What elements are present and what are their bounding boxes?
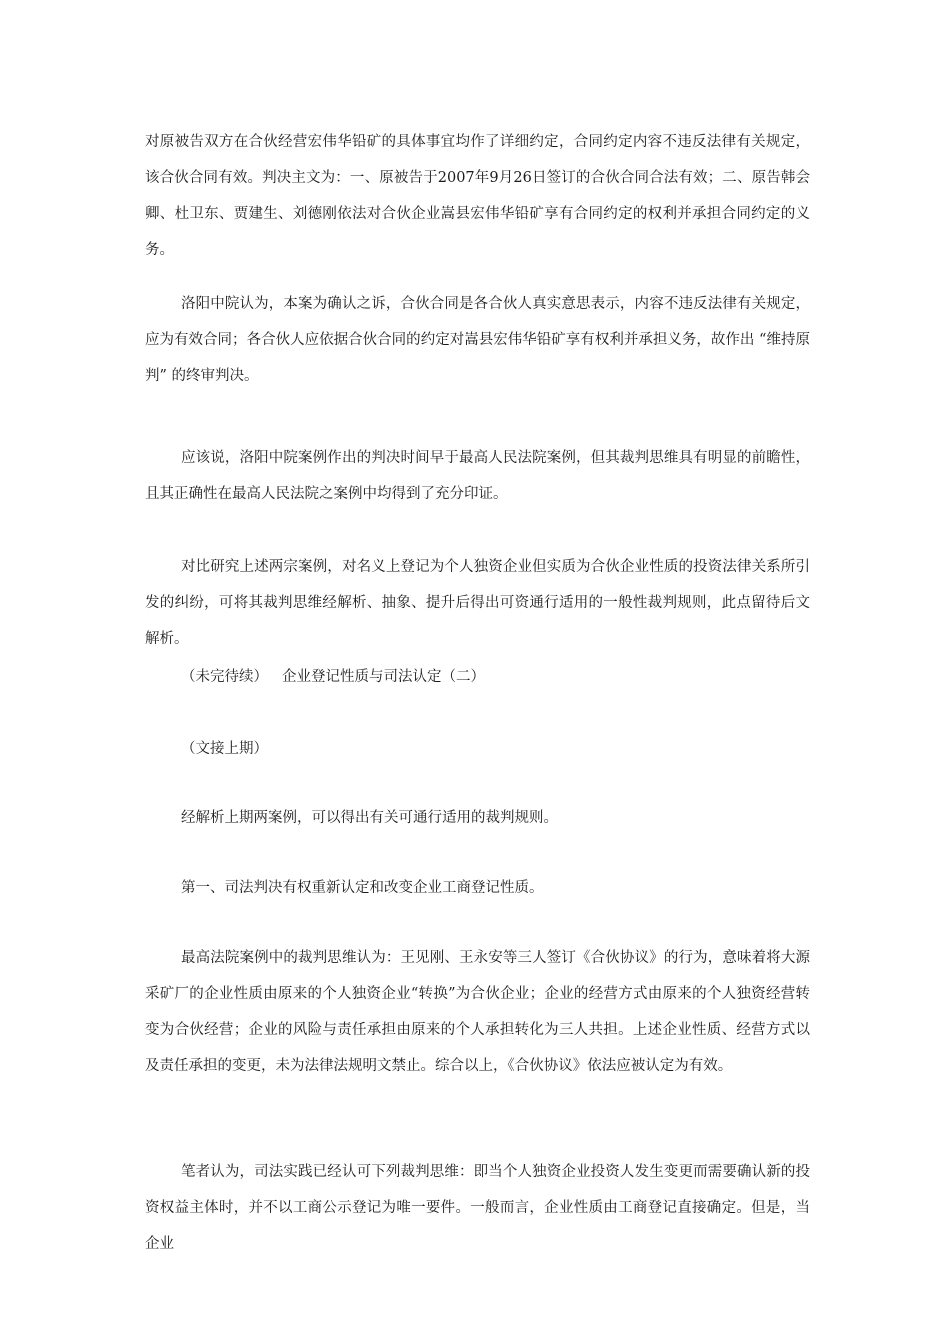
paragraph-luoyang-court-opinion: 洛阳中院认为，本案为确认之诉，合伙合同是各合伙人真实意思表示，内容不违反法律有关规定，应为有效合同；各合伙人应依据合伙合同的约定对嵩县宏伟华铅矿享有权利并承担义务，故作出 “维持原判” 的终审判决。 xyxy=(145,296,810,384)
paragraph-rule-one-heading: 第一、司法判决有权重新认定和改变企业工商登记性质。 xyxy=(181,880,544,896)
to-be-continued-note: （未完待续） xyxy=(181,669,268,685)
paragraph-supreme-court-reasoning: 最高法院案例中的裁判思维认为：王见刚、王永安等三人签订《合伙协议》的行为，意味着将大源采矿厂的企业性质由原来的个人独资企业“转换”为合伙企业；企业的经营方式由原来的个人独资经营转变为合伙经营；企业的风险与责任承担由原来的个人承担转化为三人共担。上述企业性质、经营方式以及责任承担的变更，未为法律法规明文禁止。综合以上，《合伙协议》依法应被认定为有效。 xyxy=(145,950,810,1074)
paragraph-author-view: 笔者认为，司法实践已经认可下列裁判思维：即当个人独资企业投资人发生变更而需要确认新的投资权益主体时，并不以工商公示登记为唯一要件。一般而言，企业性质由工商登记直接确定。但是，当企业 xyxy=(145,1164,810,1252)
paragraph-to-be-continued xyxy=(145,659,810,695)
paragraph-forward-looking-assessment: 应该说，洛阳中院案例作出的判决时间早于最高人民法院案例，但其裁判思维具有明显的前瞻性，且其正确性在最高人民法院之案例中均得到了充分印证。 xyxy=(145,450,810,502)
section-heading-part-two: 企业登记性质与司法认定（二） xyxy=(282,669,485,685)
paragraph-rules-intro: 经解析上期两案例，可以得出有关可通行适用的裁判规则。 xyxy=(181,810,558,826)
paragraph-continued-from-last-issue: （文接上期） xyxy=(181,741,268,757)
paragraph-comparative-study: 对比研究上述两宗案例，对名义上登记为个人独资企业但实质为合伙企业性质的投资法律关系所引发的纠纷，可将其裁判思维经解析、抽象、提升后得出可资通行适用的一般性裁判规则，此点留待后文解析。 xyxy=(145,559,810,647)
paragraph-judgment-summary: 对原被告双方在合伙经营宏伟华铅矿的具体事宜均作了详细约定，合同约定内容不违反法律有关规定，该合伙合同有效。判决主文为：一、原被告于2007年9月26日签订的合伙合同合法有效；二、原告韩会卿、杜卫东、贾建生、刘德刚依法对合伙企业嵩县宏伟华铅矿享有合同约定的权利并承担合同约定的义务。 xyxy=(145,134,810,258)
